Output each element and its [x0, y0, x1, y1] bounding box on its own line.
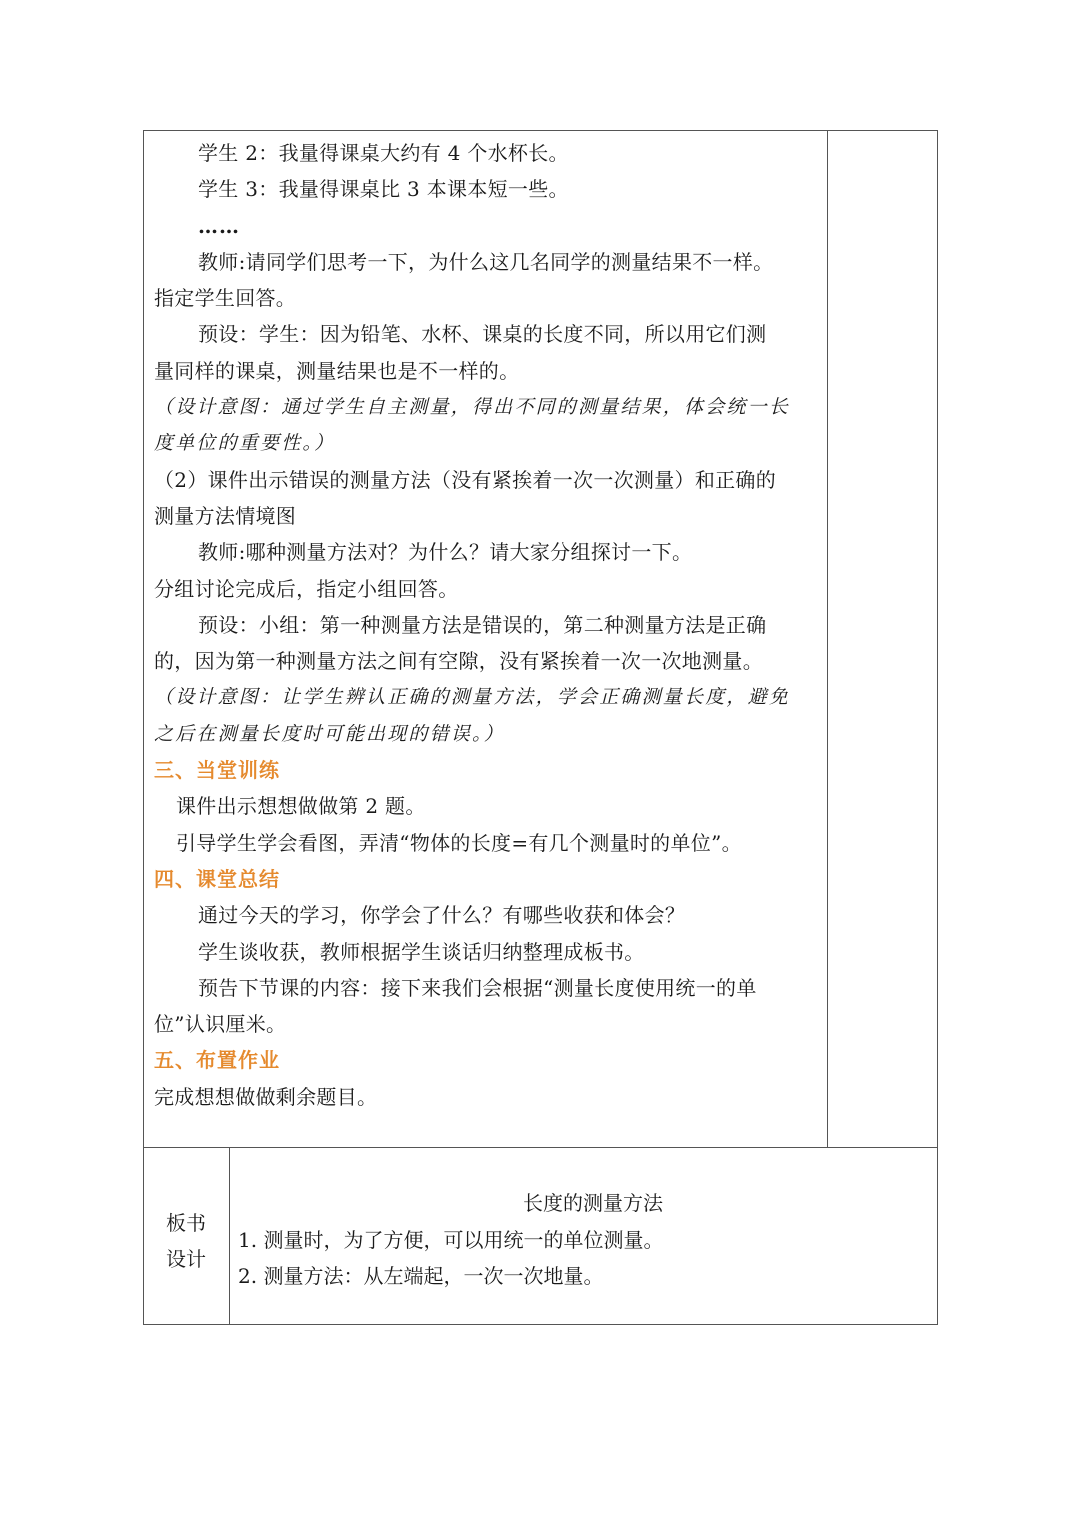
- courseware-step-2: （2）课件出示错误的测量方法（没有紧挨着一次一次测量）和正确的: [154, 467, 777, 492]
- courseware-step-2-cont: 测量方法情境图: [154, 503, 297, 528]
- blackboard-item-1: 1. 测量时，为了方便，可以用统一的单位测量。: [238, 1227, 664, 1252]
- preset-answer-1: 预设：学生：因为铅笔、水杯、课桌的长度不同，所以用它们测: [198, 322, 767, 347]
- preset-answer-2-cont: 的，因为第一种测量方法之间有空隙，没有紧挨着一次一次地测量。: [154, 649, 763, 674]
- design-intent-1: （设计意图：通过学生自主测量，得出不同的测量结果，体会统一长: [154, 396, 791, 419]
- teacher-question-1: 教师:请同学们思考一下，为什么这几名同学的测量结果不一样。: [198, 249, 774, 274]
- blackboard-title: 长度的测量方法: [523, 1191, 663, 1215]
- lesson-process-content: [154, 135, 824, 1115]
- summary-line-1: 通过今天的学习，你学会了什么？有哪些收获和体会？: [198, 903, 686, 928]
- design-intent-2-cont: 之后在测量长度时可能出现的错误。）: [154, 722, 505, 745]
- blackboard-design-content: [238, 1185, 918, 1295]
- column-divider: [229, 1148, 230, 1324]
- summary-line-2: 学生谈收获，教师根据学生谈话归纳整理成板书。: [198, 939, 645, 964]
- student-2-line: 学生 2：我量得课桌大约有 4 个水杯长。: [198, 141, 569, 165]
- column-divider: [827, 131, 828, 1147]
- design-intent-1-cont: 度单位的重要性。）: [154, 432, 336, 455]
- section-heading-practice: 三、当堂训练: [154, 758, 280, 783]
- summary-line-3: 预告下节课的内容：接下来我们会根据“测量长度使用统一的单: [198, 975, 757, 1000]
- section-heading-summary: 四、课堂总结: [154, 866, 280, 891]
- preset-answer-2: 预设：小组：第一种测量方法是错误的，第二种测量方法是正确: [198, 612, 767, 637]
- group-discussion: 分组讨论完成后，指定小组回答。: [154, 576, 459, 601]
- practice-line-2: 引导学生学会看图，弄清“物体的长度=有几个测量时的单位”。: [176, 830, 742, 855]
- homework-line: 完成想想做做剩余题目。: [154, 1084, 378, 1109]
- blackboard-design-label: [143, 1205, 229, 1277]
- ellipsis: ……: [198, 213, 240, 238]
- teacher-question-1-cont: 指定学生回答。: [154, 286, 297, 311]
- teacher-question-2: 教师:哪种测量方法对？为什么？请大家分组探讨一下。: [198, 540, 693, 565]
- preset-answer-1-cont: 量同样的课桌，测量结果也是不一样的。: [154, 358, 520, 383]
- label-line-2: 设计: [166, 1247, 206, 1271]
- design-intent-2: （设计意图：让学生辨认正确的测量方法，学会正确测量长度，避免: [154, 686, 791, 709]
- label-line-1: 板书: [166, 1211, 206, 1235]
- practice-line-1: 课件出示想想做做第 2 题。: [176, 794, 426, 819]
- section-heading-homework: 五、布置作业: [154, 1048, 280, 1073]
- summary-line-3-cont: 位”认识厘米。: [154, 1012, 287, 1037]
- blackboard-item-2: 2. 测量方法：从左端起，一次一次地量。: [238, 1264, 604, 1288]
- student-3-line: 学生 3：我量得课桌比 3 本课本短一些。: [198, 177, 569, 202]
